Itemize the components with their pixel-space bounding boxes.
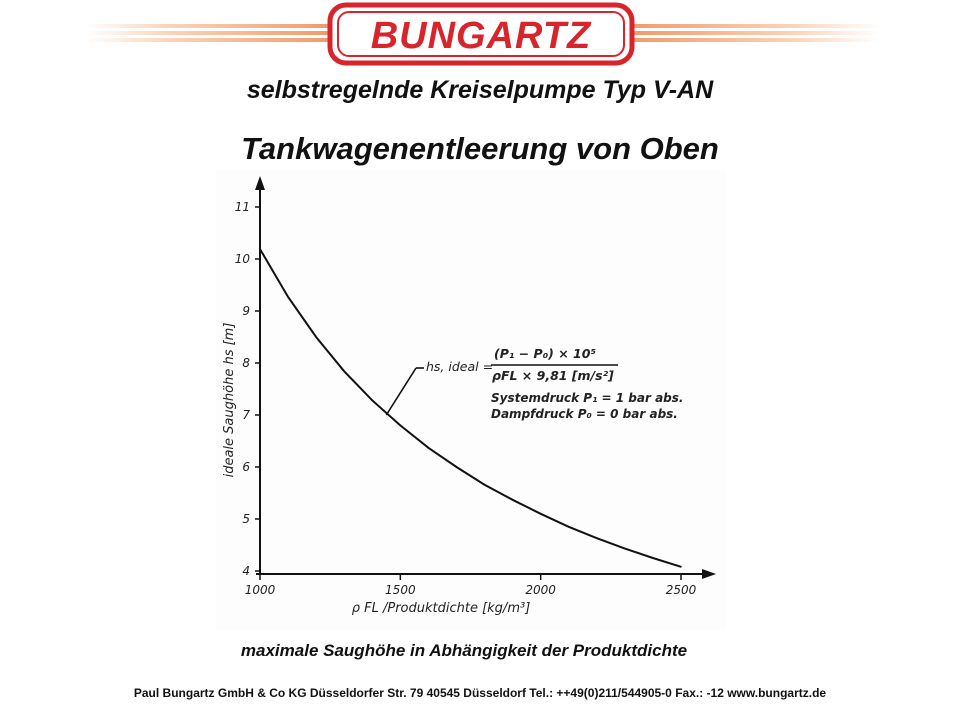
- data-point: [343, 371, 345, 373]
- x-tick-label: 2000: [525, 583, 556, 597]
- data-point: [484, 484, 486, 486]
- data-point: [287, 296, 289, 298]
- chart-caption: maximale Saughöhe in Abhängigkeit der Produktdichte: [240, 641, 688, 660]
- data-point: [652, 557, 654, 559]
- logo-text: BUNGARTZ: [370, 15, 592, 57]
- data-point: [624, 548, 626, 550]
- logo-stripes-left: [85, 24, 330, 42]
- x-tick-label: 1000: [244, 583, 276, 597]
- data-point: [596, 537, 598, 539]
- data-point: [568, 526, 570, 528]
- logo-band: [0, 0, 960, 72]
- logo-stripes-right: [630, 24, 880, 42]
- data-point: [259, 248, 261, 250]
- y-tick-label: 4: [242, 564, 250, 578]
- y-tick-label: 10: [234, 252, 250, 266]
- data-point: [540, 513, 542, 515]
- x-tick-label: 1500: [385, 583, 416, 597]
- note-dampfdruck: Dampfdruck P₀ = 0 bar abs.: [491, 407, 678, 421]
- title-line2: Tankwagenentleerung von Oben: [241, 131, 719, 166]
- data-point: [315, 336, 317, 338]
- y-tick-label: 8: [242, 356, 250, 370]
- y-tick-label: 7: [242, 408, 250, 422]
- title-line1: selbstregelnde Kreiselpumpe Typ V-AN: [246, 76, 714, 104]
- data-point: [372, 400, 374, 402]
- x-tick-label: 2500: [665, 583, 697, 597]
- data-point: [428, 447, 430, 449]
- data-point: [512, 499, 514, 501]
- formula-numerator: (P₁ − P₀) × 10⁵: [494, 346, 596, 361]
- formula-denominator: ρFL × 9,81 [m/s²]: [492, 368, 614, 383]
- data-point: [680, 566, 682, 568]
- formula-lhs: hs, ideal =: [426, 359, 494, 374]
- y-tick-label: 6: [242, 460, 250, 474]
- footer-contact: Paul Bungartz GmbH & Co KG Düsseldorfer Str. 79 40545 Düsseldorf Tel.: ++49(0)211/544905-0 Fax.: -12 www.bungartz.de: [133, 686, 827, 700]
- chart: [216, 170, 726, 630]
- logo: [330, 5, 632, 63]
- data-point: [456, 466, 458, 468]
- data-point: [400, 425, 402, 427]
- x-axis-label: ρ FL /Produktdichte [kg/m³]: [351, 601, 531, 616]
- note-systemdruck: Systemdruck P₁ = 1 bar abs.: [491, 391, 684, 405]
- y-tick-label: 9: [242, 304, 250, 318]
- y-axis-label: ideale Saughöhe hs [m]: [222, 322, 237, 478]
- y-tick-label: 11: [234, 200, 250, 214]
- y-tick-label: 5: [242, 512, 250, 526]
